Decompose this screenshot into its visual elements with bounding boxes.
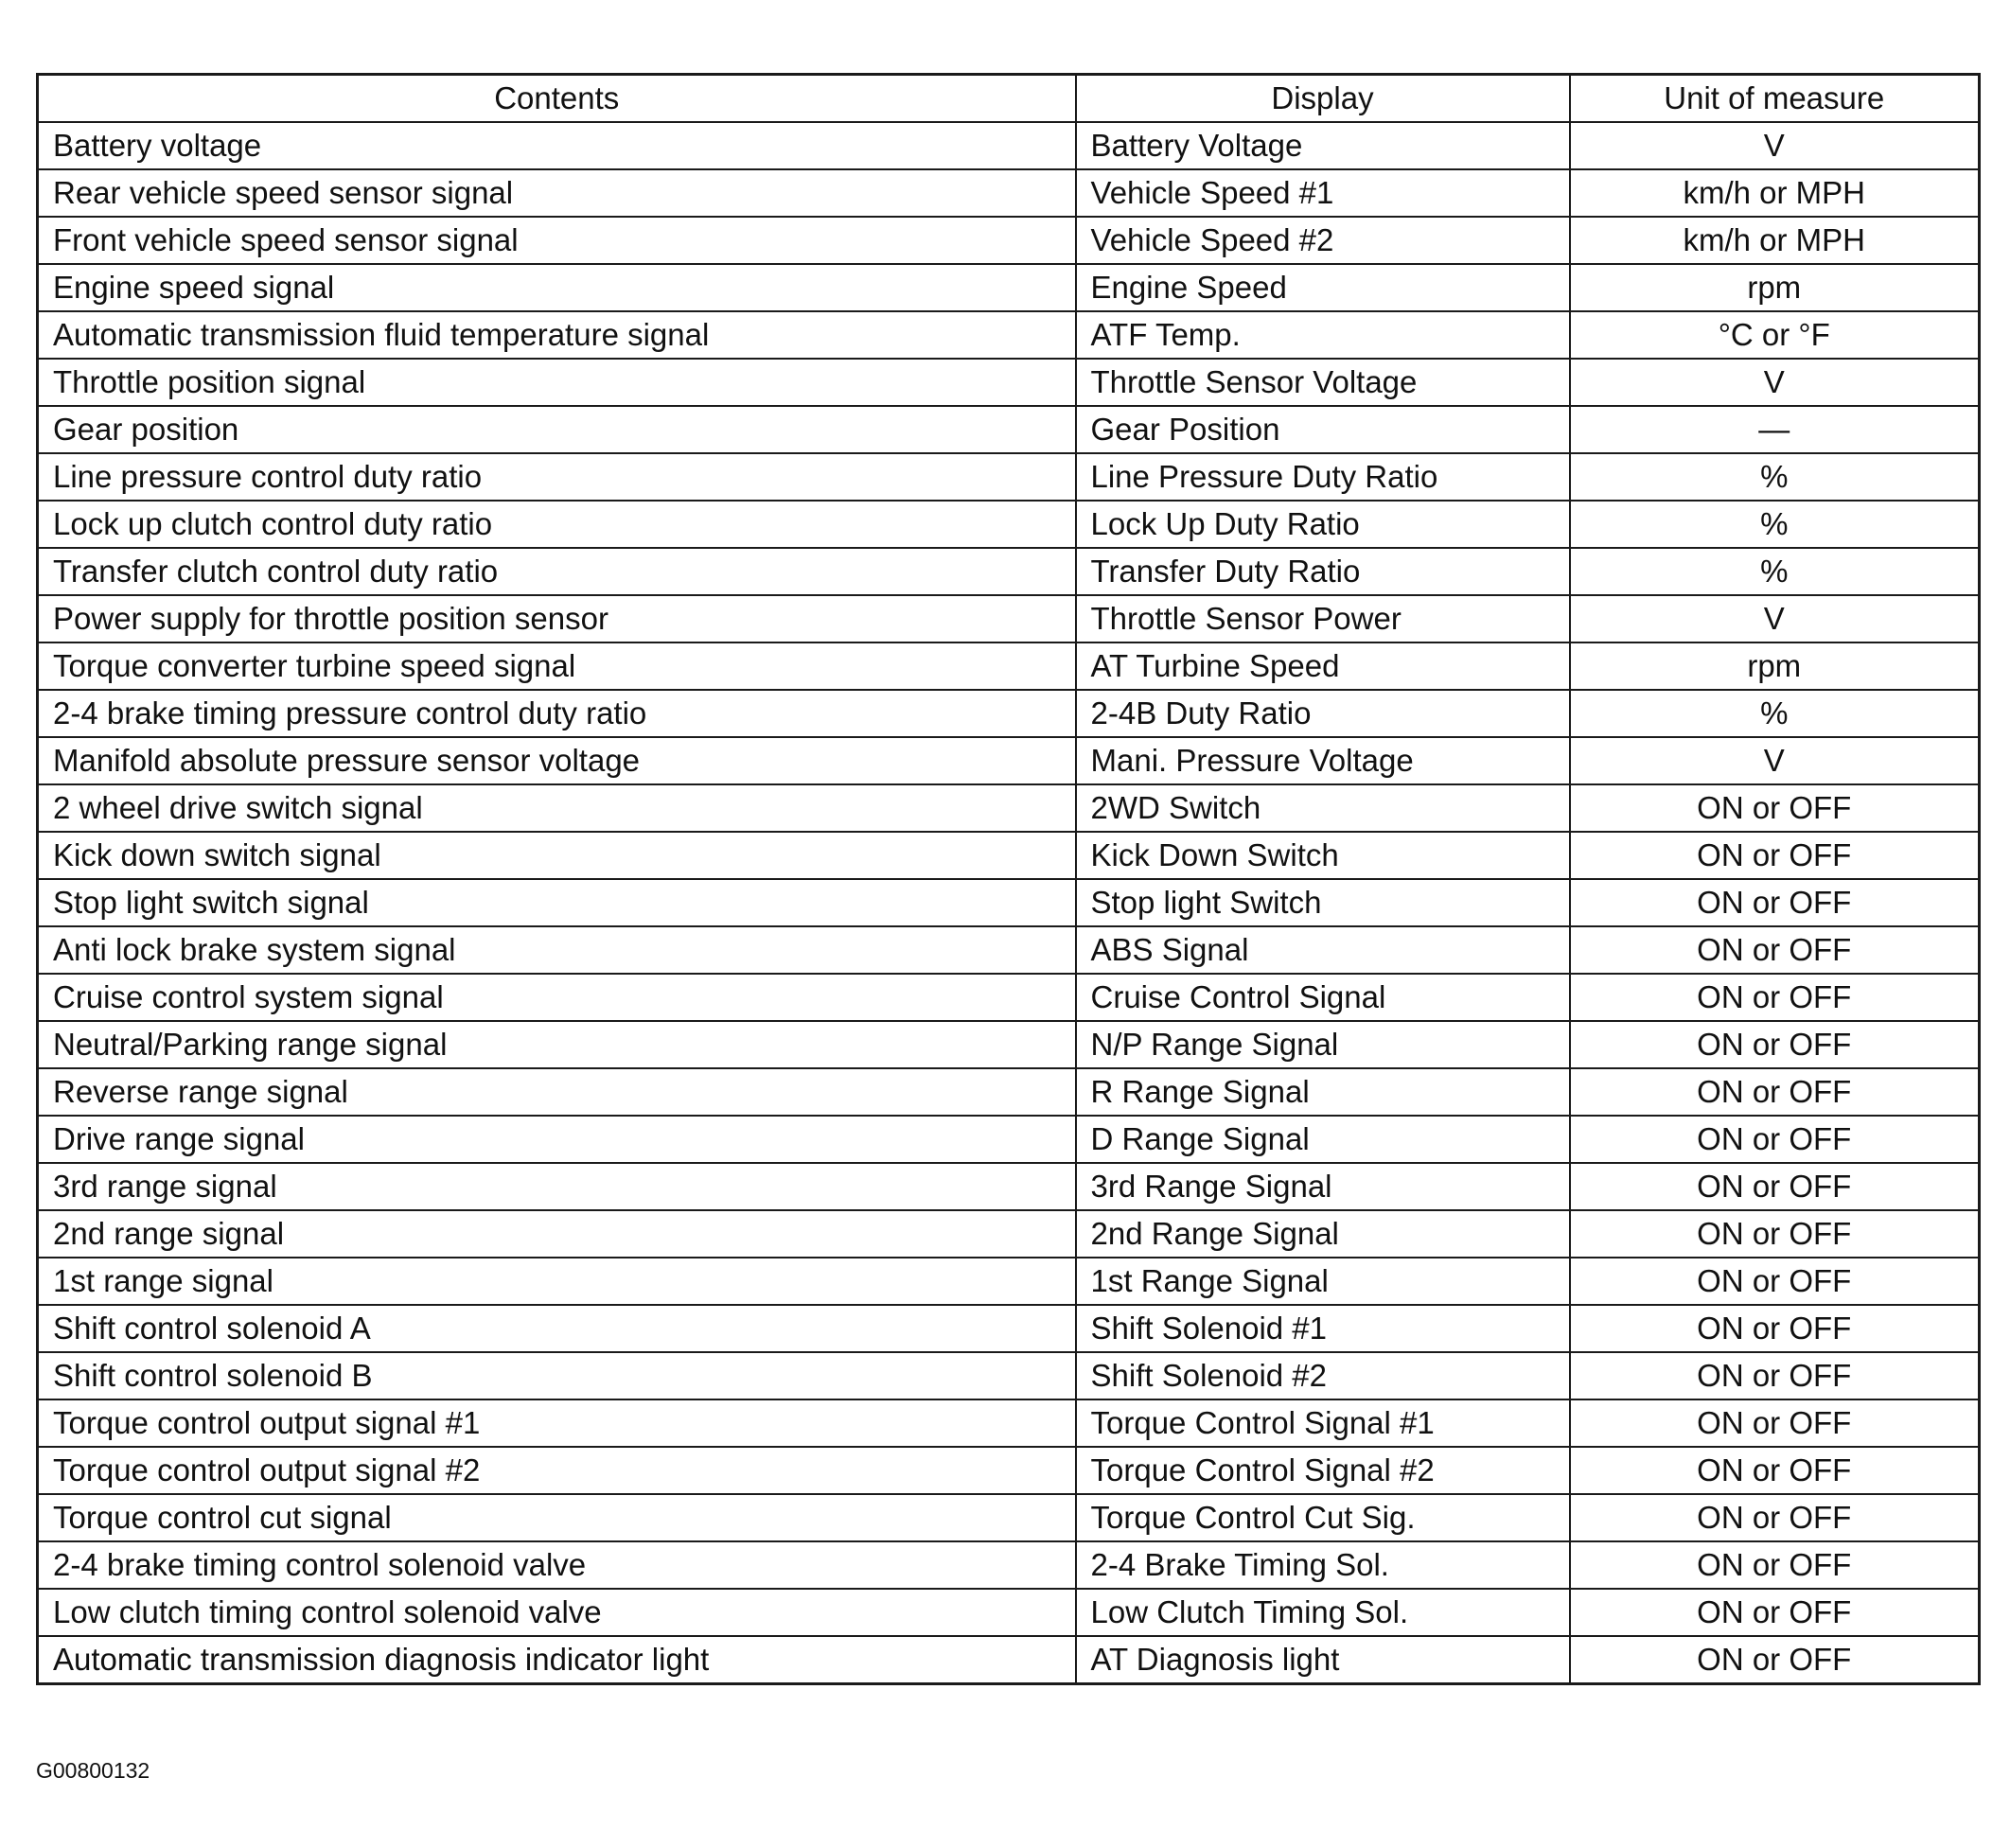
table-row <box>38 406 1980 453</box>
cell-unit: — <box>1570 406 1980 453</box>
cell-display: Line Pressure Duty Ratio <box>1076 453 1570 501</box>
cell-contents: Anti lock brake system signal <box>38 926 1076 974</box>
cell-display: Transfer Duty Ratio <box>1076 548 1570 595</box>
table-row <box>38 217 1980 264</box>
cell-unit: ON or OFF <box>1570 879 1980 926</box>
table-row <box>38 1352 1980 1399</box>
cell-contents: Cruise control system signal <box>38 974 1076 1021</box>
cell-unit: °C or °F <box>1570 311 1980 359</box>
table-row <box>38 1399 1980 1447</box>
cell-contents: Neutral/Parking range signal <box>38 1021 1076 1068</box>
table-row <box>38 595 1980 642</box>
table-row <box>38 1163 1980 1210</box>
cell-unit: ON or OFF <box>1570 1541 1980 1589</box>
cell-contents: Throttle position signal <box>38 359 1076 406</box>
cell-contents: 3rd range signal <box>38 1163 1076 1210</box>
header-row <box>38 75 1980 123</box>
cell-unit: ON or OFF <box>1570 1258 1980 1305</box>
cell-contents: Automatic transmission diagnosis indicator light <box>38 1636 1076 1684</box>
cell-unit: ON or OFF <box>1570 1636 1980 1684</box>
cell-unit: ON or OFF <box>1570 1352 1980 1399</box>
cell-contents: 2 wheel drive switch signal <box>38 784 1076 832</box>
cell-display: 1st Range Signal <box>1076 1258 1570 1305</box>
cell-unit: km/h or MPH <box>1570 217 1980 264</box>
cell-unit: ON or OFF <box>1570 1494 1980 1541</box>
cell-contents: Engine speed signal <box>38 264 1076 311</box>
cell-display: Engine Speed <box>1076 264 1570 311</box>
cell-unit: ON or OFF <box>1570 974 1980 1021</box>
cell-display: R Range Signal <box>1076 1068 1570 1116</box>
table-row <box>38 1258 1980 1305</box>
table-row <box>38 642 1980 690</box>
cell-unit: % <box>1570 548 1980 595</box>
cell-contents: Torque control output signal #2 <box>38 1447 1076 1494</box>
cell-contents: Low clutch timing control solenoid valve <box>38 1589 1076 1636</box>
table-row <box>38 737 1980 784</box>
cell-display: Shift Solenoid #1 <box>1076 1305 1570 1352</box>
cell-contents: Reverse range signal <box>38 1068 1076 1116</box>
cell-display: Cruise Control Signal <box>1076 974 1570 1021</box>
table-row <box>38 359 1980 406</box>
cell-display: Throttle Sensor Power <box>1076 595 1570 642</box>
table-row <box>38 784 1980 832</box>
header-unit-of-measure: Unit of measure <box>1570 75 1980 123</box>
cell-display: Throttle Sensor Voltage <box>1076 359 1570 406</box>
cell-unit: ON or OFF <box>1570 1305 1980 1352</box>
cell-contents: Lock up clutch control duty ratio <box>38 501 1076 548</box>
cell-display: Lock Up Duty Ratio <box>1076 501 1570 548</box>
header-display: Display <box>1076 75 1570 123</box>
cell-contents: Torque converter turbine speed signal <box>38 642 1076 690</box>
table-row <box>38 1541 1980 1589</box>
cell-unit: % <box>1570 453 1980 501</box>
cell-display: ATF Temp. <box>1076 311 1570 359</box>
cell-contents: Rear vehicle speed sensor signal <box>38 169 1076 217</box>
cell-unit: % <box>1570 690 1980 737</box>
cell-display: Low Clutch Timing Sol. <box>1076 1589 1570 1636</box>
cell-contents: Torque control cut signal <box>38 1494 1076 1541</box>
table-body <box>38 122 1980 1684</box>
cell-contents: Torque control output signal #1 <box>38 1399 1076 1447</box>
cell-contents: Stop light switch signal <box>38 879 1076 926</box>
header-contents: Contents <box>38 75 1076 123</box>
table-row <box>38 1116 1980 1163</box>
cell-contents: Transfer clutch control duty ratio <box>38 548 1076 595</box>
cell-unit: ON or OFF <box>1570 1068 1980 1116</box>
cell-display: Torque Control Signal #1 <box>1076 1399 1570 1447</box>
cell-unit: ON or OFF <box>1570 926 1980 974</box>
cell-unit: V <box>1570 359 1980 406</box>
table-row <box>38 311 1980 359</box>
cell-unit: km/h or MPH <box>1570 169 1980 217</box>
table-row <box>38 1068 1980 1116</box>
cell-contents: Automatic transmission fluid temperature signal <box>38 311 1076 359</box>
table-row <box>38 1305 1980 1352</box>
cell-contents: Gear position <box>38 406 1076 453</box>
cell-contents: Power supply for throttle position sensor <box>38 595 1076 642</box>
cell-display: Vehicle Speed #2 <box>1076 217 1570 264</box>
cell-unit: V <box>1570 595 1980 642</box>
cell-display: 2WD Switch <box>1076 784 1570 832</box>
cell-contents: Drive range signal <box>38 1116 1076 1163</box>
signal-table <box>36 73 1981 1685</box>
cell-unit: rpm <box>1570 642 1980 690</box>
cell-display: 2-4B Duty Ratio <box>1076 690 1570 737</box>
cell-contents: Kick down switch signal <box>38 832 1076 879</box>
cell-unit: ON or OFF <box>1570 1447 1980 1494</box>
table-row <box>38 926 1980 974</box>
cell-unit: ON or OFF <box>1570 832 1980 879</box>
cell-display: Mani. Pressure Voltage <box>1076 737 1570 784</box>
cell-contents: Line pressure control duty ratio <box>38 453 1076 501</box>
table-row <box>38 264 1980 311</box>
table-row <box>38 1589 1980 1636</box>
cell-unit: ON or OFF <box>1570 1116 1980 1163</box>
cell-display: D Range Signal <box>1076 1116 1570 1163</box>
cell-display: ABS Signal <box>1076 926 1570 974</box>
table-row <box>38 690 1980 737</box>
table-row <box>38 974 1980 1021</box>
cell-unit: % <box>1570 501 1980 548</box>
cell-display: N/P Range Signal <box>1076 1021 1570 1068</box>
cell-unit: V <box>1570 122 1980 169</box>
cell-contents: Shift control solenoid B <box>38 1352 1076 1399</box>
table-row <box>38 832 1980 879</box>
cell-display: Stop light Switch <box>1076 879 1570 926</box>
table-row <box>38 879 1980 926</box>
cell-contents: Shift control solenoid A <box>38 1305 1076 1352</box>
cell-contents: 1st range signal <box>38 1258 1076 1305</box>
cell-display: Vehicle Speed #1 <box>1076 169 1570 217</box>
table-row <box>38 548 1980 595</box>
cell-unit: ON or OFF <box>1570 1163 1980 1210</box>
cell-display: Shift Solenoid #2 <box>1076 1352 1570 1399</box>
table-row <box>38 453 1980 501</box>
cell-display: Torque Control Signal #2 <box>1076 1447 1570 1494</box>
cell-contents: 2-4 brake timing pressure control duty ratio <box>38 690 1076 737</box>
cell-display: 3rd Range Signal <box>1076 1163 1570 1210</box>
table-row <box>38 1447 1980 1494</box>
cell-contents: 2-4 brake timing control solenoid valve <box>38 1541 1076 1589</box>
cell-unit: V <box>1570 737 1980 784</box>
table-row <box>38 501 1980 548</box>
cell-display: Gear Position <box>1076 406 1570 453</box>
cell-display: AT Turbine Speed <box>1076 642 1570 690</box>
cell-unit: ON or OFF <box>1570 1210 1980 1258</box>
cell-unit: ON or OFF <box>1570 784 1980 832</box>
cell-contents: Battery voltage <box>38 122 1076 169</box>
cell-unit: ON or OFF <box>1570 1399 1980 1447</box>
cell-contents: Manifold absolute pressure sensor voltage <box>38 737 1076 784</box>
cell-display: Kick Down Switch <box>1076 832 1570 879</box>
cell-unit: rpm <box>1570 264 1980 311</box>
cell-display: 2-4 Brake Timing Sol. <box>1076 1541 1570 1589</box>
figure-id: G00800132 <box>36 1758 150 1783</box>
cell-contents: Front vehicle speed sensor signal <box>38 217 1076 264</box>
table-row <box>38 1021 1980 1068</box>
cell-unit: ON or OFF <box>1570 1589 1980 1636</box>
table-row <box>38 1494 1980 1541</box>
table-row <box>38 1636 1980 1684</box>
cell-display: Torque Control Cut Sig. <box>1076 1494 1570 1541</box>
cell-display: 2nd Range Signal <box>1076 1210 1570 1258</box>
cell-unit: ON or OFF <box>1570 1021 1980 1068</box>
cell-contents: 2nd range signal <box>38 1210 1076 1258</box>
table-row <box>38 169 1980 217</box>
table-row <box>38 1210 1980 1258</box>
cell-display: Battery Voltage <box>1076 122 1570 169</box>
cell-display: AT Diagnosis light <box>1076 1636 1570 1684</box>
table-row <box>38 122 1980 169</box>
